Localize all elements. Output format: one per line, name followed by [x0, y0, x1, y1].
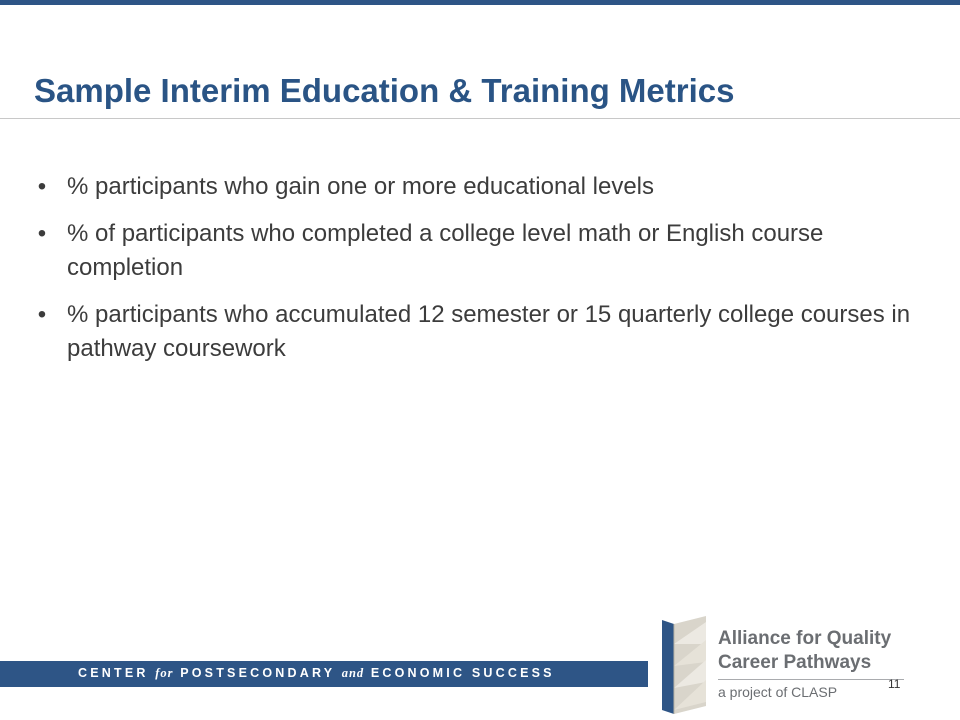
bullet-item	[32, 170, 912, 204]
bullet-dot-icon: •	[37, 301, 47, 328]
footer-word: ECONOMIC SUCCESS	[364, 666, 555, 680]
slide-title: Sample Interim Education & Training Metrics	[34, 72, 735, 109]
logo-name-line1: Alliance for Quality	[718, 628, 892, 649]
bullet-item	[32, 217, 912, 285]
logo-divider	[718, 679, 904, 680]
book-logo-icon	[660, 614, 710, 714]
bullet-text: % participants who gain one or more educational levels	[67, 173, 655, 200]
footer-band	[0, 661, 648, 687]
logo-name-line2: Career Pathways	[718, 652, 872, 673]
bullet-item	[32, 298, 912, 366]
bullet-dot-icon: •	[37, 173, 47, 200]
bullet-text: % participants who accumulated 12 semester or 15 quarterly college courses in pathway coursework	[67, 301, 911, 362]
footer-italic-word: for	[155, 666, 174, 680]
top-accent-bar	[0, 0, 960, 5]
page-number: 11	[888, 677, 901, 691]
footer-italic-word: and	[341, 666, 365, 680]
footer-word: POSTSECONDARY	[173, 666, 342, 680]
footer-organization-name	[78, 666, 555, 681]
logo-tagline: a project of CLASP	[718, 684, 838, 700]
title-divider	[0, 118, 960, 119]
bullet-list	[32, 170, 912, 379]
footer-word: CENTER	[78, 666, 156, 680]
bullet-dot-icon: •	[37, 220, 47, 247]
bullet-text: % of participants who completed a college level math or English course completion	[67, 220, 824, 281]
